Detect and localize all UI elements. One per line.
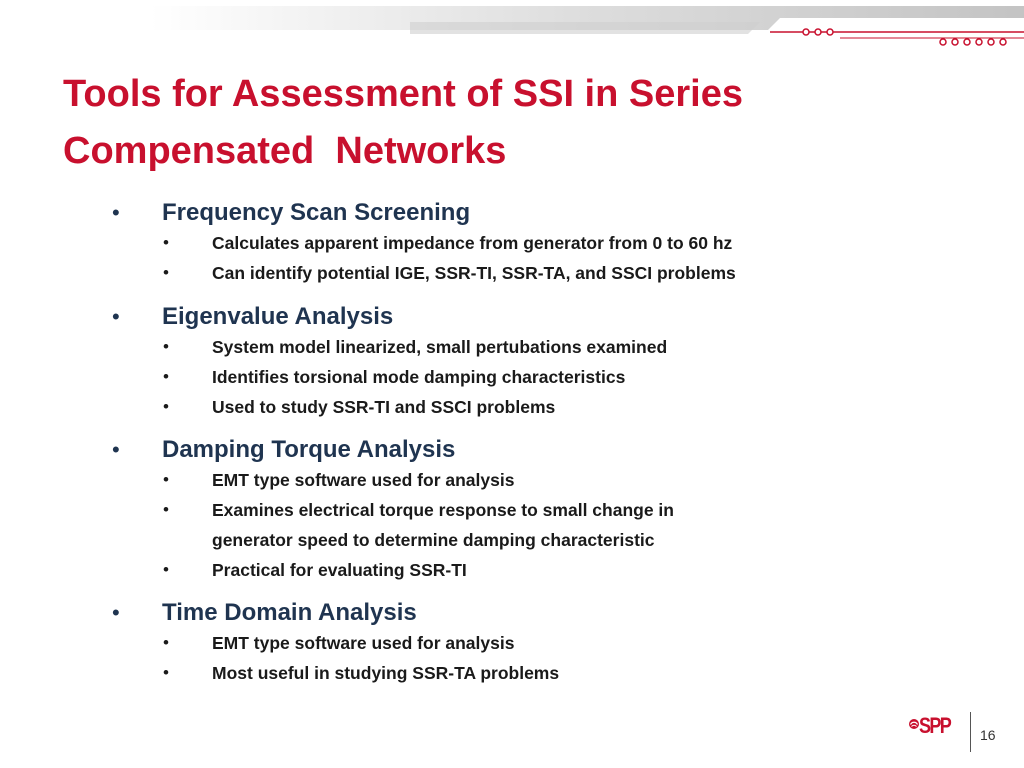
list-item xyxy=(0,658,1024,688)
list-item-text: Examines electrical torque response to small change in xyxy=(212,500,674,520)
bullet-icon: • xyxy=(163,500,169,519)
list-item xyxy=(0,228,1024,258)
bullet-icon: • xyxy=(163,470,169,489)
list-item-text: Used to study SSR-TI and SSCI problems xyxy=(212,397,556,417)
slide-title-line-2: Compensated Networks xyxy=(63,130,507,172)
list-item xyxy=(0,258,1024,288)
list-item-text: Identifies torsional mode damping characteristics xyxy=(212,367,626,387)
header-decoration xyxy=(0,0,1024,60)
section-damping-torque xyxy=(0,435,1024,585)
bullet-icon: • xyxy=(163,397,169,416)
list-item xyxy=(0,495,1024,525)
list-item-text: System model linearized, small pertubations examined xyxy=(212,337,668,357)
bullet-icon: • xyxy=(112,200,120,225)
section-time-domain xyxy=(0,598,1024,688)
bullet-icon: • xyxy=(163,633,169,652)
section-heading: Damping Torque Analysis xyxy=(162,436,456,463)
bullet-icon: • xyxy=(112,600,120,625)
section-heading: Frequency Scan Screening xyxy=(162,199,471,226)
slide-title xyxy=(63,66,963,180)
list-item xyxy=(0,628,1024,658)
section-heading-row xyxy=(0,302,1024,332)
bullet-icon: • xyxy=(112,437,120,462)
bullet-icon: • xyxy=(163,367,169,386)
page-number: 16 xyxy=(980,727,996,743)
list-item-text: Practical for evaluating SSR-TI xyxy=(212,560,467,580)
bullet-icon: • xyxy=(163,663,169,682)
slide-title-line-1: Tools for Assessment of SSI in Series xyxy=(63,73,743,115)
list-item-continuation xyxy=(0,525,1024,555)
section-frequency-scan xyxy=(0,198,1024,288)
list-item-text: Most useful in studying SSR-TA problems xyxy=(212,663,560,683)
list-item xyxy=(0,362,1024,392)
list-item xyxy=(0,392,1024,422)
header-dots-right xyxy=(940,39,1006,45)
section-heading-row xyxy=(0,598,1024,628)
header-dots-left xyxy=(803,29,833,35)
section-heading-row xyxy=(0,198,1024,228)
footer-divider xyxy=(970,712,971,752)
header-band-path-2 xyxy=(410,22,760,34)
bullet-icon: • xyxy=(163,560,169,579)
section-heading: Eigenvalue Analysis xyxy=(162,303,394,330)
bullet-icon: • xyxy=(163,337,169,356)
section-heading-row xyxy=(0,435,1024,465)
list-item-text: generator speed to determine damping characteristic xyxy=(212,530,655,550)
list-item xyxy=(0,465,1024,495)
bullet-icon: • xyxy=(112,304,120,329)
spp-logo xyxy=(908,712,964,746)
list-item-text: Can identify potential IGE, SSR-TI, SSR-TA, and SSCI problems xyxy=(212,263,736,283)
list-item-text: Calculates apparent impedance from generator from 0 to 60 hz xyxy=(212,233,733,253)
bullet-icon: • xyxy=(163,263,169,282)
bullet-icon: • xyxy=(163,233,169,252)
section-heading: Time Domain Analysis xyxy=(162,599,417,626)
list-item xyxy=(0,332,1024,362)
section-eigenvalue xyxy=(0,302,1024,422)
list-item xyxy=(0,555,1024,585)
list-item-text: EMT type software used for analysis xyxy=(212,633,515,653)
list-item-text: EMT type software used for analysis xyxy=(212,470,515,490)
logo-text: SPP xyxy=(919,713,951,738)
